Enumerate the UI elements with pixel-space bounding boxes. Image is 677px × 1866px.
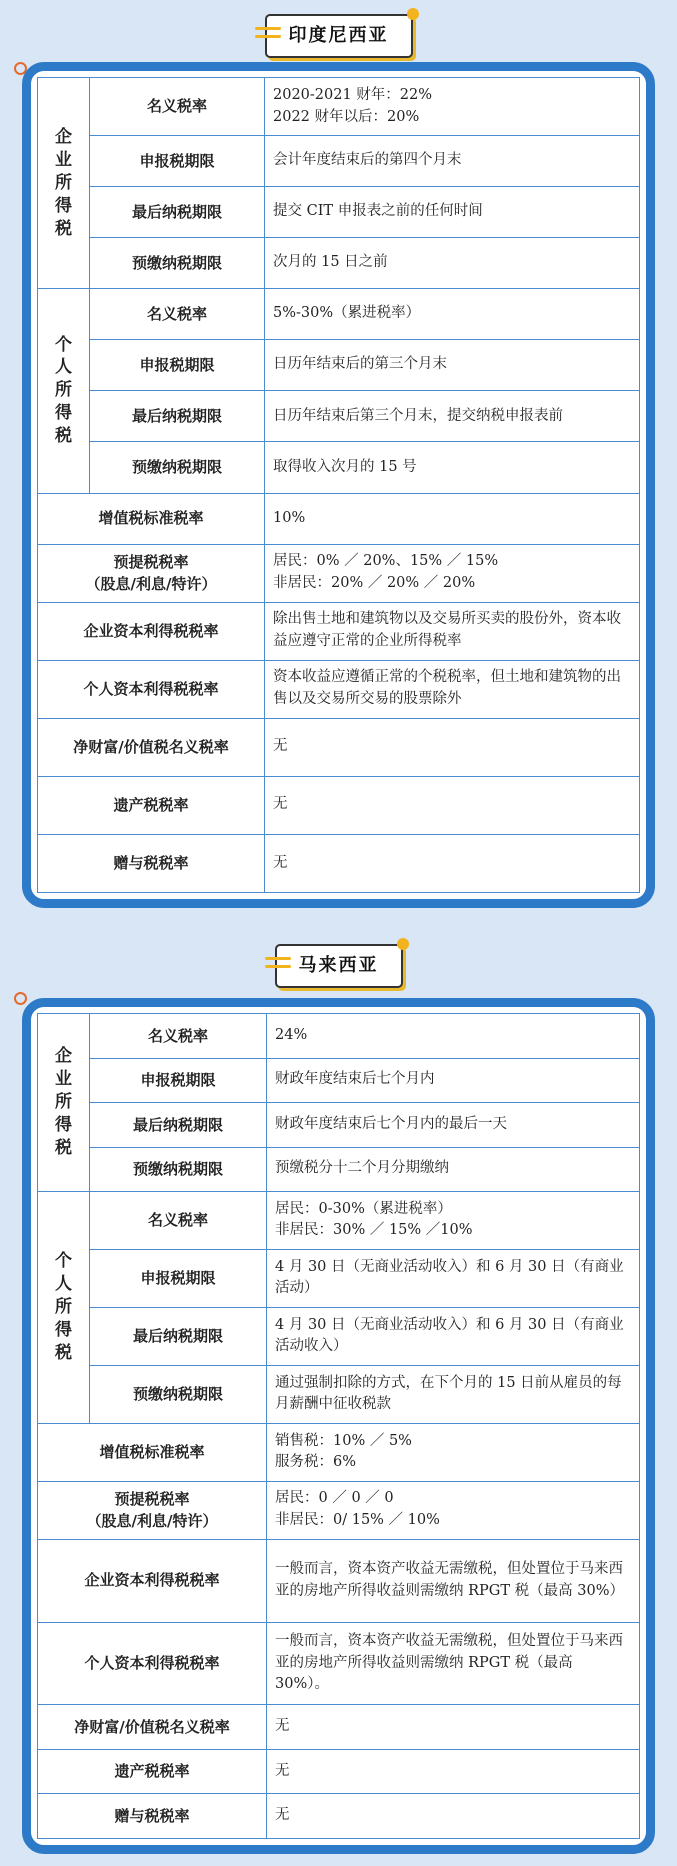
table-row [38, 1147, 640, 1192]
row-value: 无 [265, 834, 640, 892]
tax-table-card [22, 62, 655, 908]
row-label: 最后纳税期限 [90, 1103, 267, 1148]
row-value: 日历年结束后的第三个月末 [265, 340, 640, 391]
table-row [38, 1705, 640, 1750]
row-label: 申报税期限 [90, 1249, 267, 1307]
decor-lines-icon [265, 957, 291, 973]
table-row [38, 1014, 640, 1059]
row-value: 无 [267, 1749, 640, 1794]
table-row [38, 238, 640, 289]
group-label: 企业所得税 [38, 1014, 90, 1192]
decor-circle-icon [14, 992, 27, 1005]
table-row [38, 660, 640, 718]
table-row [38, 834, 640, 892]
row-label: 预提税税率 （股息/利息/特许） [38, 1481, 267, 1539]
table-row [38, 78, 640, 136]
row-value: 无 [265, 776, 640, 834]
table-row [38, 442, 640, 493]
table-row [38, 1058, 640, 1103]
row-label: 名义税率 [90, 289, 265, 340]
table-row [38, 1307, 640, 1365]
decor-lines-icon [255, 27, 281, 43]
table-row [38, 187, 640, 238]
row-value: 财政年度结束后七个月内的最后一天 [267, 1103, 640, 1148]
row-label: 遗产税税率 [38, 776, 265, 834]
row-value: 财政年度结束后七个月内 [267, 1058, 640, 1103]
group-label: 个人所得税 [38, 289, 90, 493]
row-label: 预缴纳税期限 [90, 238, 265, 289]
row-label: 最后纳税期限 [90, 391, 265, 442]
row-label: 申报税期限 [90, 1058, 267, 1103]
table-row [38, 340, 640, 391]
row-value: 资本收益应遵循正常的个税税率，但土地和建筑物的出售以及交易所交易的股票除外 [265, 660, 640, 718]
row-value: 会计年度结束后的第四个月末 [265, 136, 640, 187]
group-label: 个人所得税 [38, 1192, 90, 1424]
table-row [38, 391, 640, 442]
row-label: 遗产税税率 [38, 1749, 267, 1794]
row-label: 赠与税税率 [38, 834, 265, 892]
table-row [38, 1622, 640, 1705]
table-row [38, 602, 640, 660]
row-value: 10% [265, 493, 640, 544]
table-row [38, 1794, 640, 1839]
table-row [38, 1481, 640, 1539]
table-row [38, 1539, 640, 1622]
table-row [38, 289, 640, 340]
row-label: 个人资本利得税税率 [38, 1622, 267, 1705]
row-value: 通过强制扣除的方式，在下个月的 15 日前从雇员的每月薪酬中征收税款 [267, 1365, 640, 1423]
row-label: 名义税率 [90, 78, 265, 136]
row-label: 赠与税税率 [38, 1794, 267, 1839]
row-label: 增值税标准税率 [38, 493, 265, 544]
row-value: 一般而言，资本资产收益无需缴税，但处置位于马来西亚的房地产所得收益则需缴纳 RPGT 税（最高 30%）。 [267, 1622, 640, 1705]
row-value: 次月的 15 日之前 [265, 238, 640, 289]
table-row [38, 1103, 640, 1148]
row-label: 企业资本利得税税率 [38, 602, 265, 660]
row-value: 一般而言，资本资产收益无需缴税，但处置位于马来西亚的房地产所得收益则需缴纳 RPGT 税（最高 30%） [267, 1539, 640, 1622]
table-row [38, 718, 640, 776]
row-label: 预缴纳税期限 [90, 1147, 267, 1192]
row-label: 净财富/价值税名义税率 [38, 1705, 267, 1750]
row-label: 最后纳税期限 [90, 187, 265, 238]
table-row [38, 544, 640, 602]
tax-table [37, 1013, 640, 1839]
row-value: 2020-2021 财年：22% 2022 财年以后：20% [265, 78, 640, 136]
row-value: 日历年结束后第三个月末，提交纳税申报表前 [265, 391, 640, 442]
row-label: 净财富/价值税名义税率 [38, 718, 265, 776]
row-value: 5%-30%（累进税率） [265, 289, 640, 340]
tax-table [37, 77, 640, 893]
table-row [38, 136, 640, 187]
row-value: 无 [265, 718, 640, 776]
row-value: 居民：0 ／ 0 ／ 0 非居民：0/ 15% ／ 10% [267, 1481, 640, 1539]
row-value: 4 月 30 日（无商业活动收入）和 6 月 30 日（有商业活动） [267, 1249, 640, 1307]
row-label: 个人资本利得税税率 [38, 660, 265, 718]
section-title-badge [265, 14, 413, 58]
table-row [38, 1249, 640, 1307]
row-label: 申报税期限 [90, 340, 265, 391]
tax-table-card [22, 998, 655, 1854]
table-row [38, 1192, 640, 1250]
row-value: 除出售土地和建筑物以及交易所买卖的股份外，资本收益应遵守正常的企业所得税率 [265, 602, 640, 660]
table-row [38, 1365, 640, 1423]
section-title: 马来西亚 [298, 955, 379, 976]
row-label: 最后纳税期限 [90, 1307, 267, 1365]
row-label: 预缴纳税期限 [90, 442, 265, 493]
row-value: 取得收入次月的 15 号 [265, 442, 640, 493]
section-title: 印度尼西亚 [288, 25, 389, 46]
row-label: 申报税期限 [90, 136, 265, 187]
table-row [38, 1749, 640, 1794]
row-value: 24% [267, 1014, 640, 1059]
row-label: 名义税率 [90, 1192, 267, 1250]
table-row [38, 1423, 640, 1481]
row-label: 预提税税率 （股息/利息/特许） [38, 544, 265, 602]
row-value: 居民：0-30%（累进税率） 非居民：30% ／ 15% ／10% [267, 1192, 640, 1250]
row-value: 居民：0% ／ 20%、15% ／ 15% 非居民：20% ／ 20% ／ 20% [265, 544, 640, 602]
group-label: 企业所得税 [38, 78, 90, 289]
table-row [38, 493, 640, 544]
row-value: 4 月 30 日（无商业活动收入）和 6 月 30 日（有商业活动收入） [267, 1307, 640, 1365]
row-label: 增值税标准税率 [38, 1423, 267, 1481]
row-value: 无 [267, 1705, 640, 1750]
row-value: 提交 CIT 申报表之前的任何时间 [265, 187, 640, 238]
decor-dot-icon [397, 938, 409, 950]
row-value: 销售税：10% ／ 5% 服务税：6% [267, 1423, 640, 1481]
decor-dot-icon [407, 8, 419, 20]
table-row [38, 776, 640, 834]
section-title-badge [275, 944, 403, 988]
row-label: 企业资本利得税税率 [38, 1539, 267, 1622]
row-label: 预缴纳税期限 [90, 1365, 267, 1423]
row-label: 名义税率 [90, 1014, 267, 1059]
row-value: 预缴税分十二个月分期缴纳 [267, 1147, 640, 1192]
row-value: 无 [267, 1794, 640, 1839]
